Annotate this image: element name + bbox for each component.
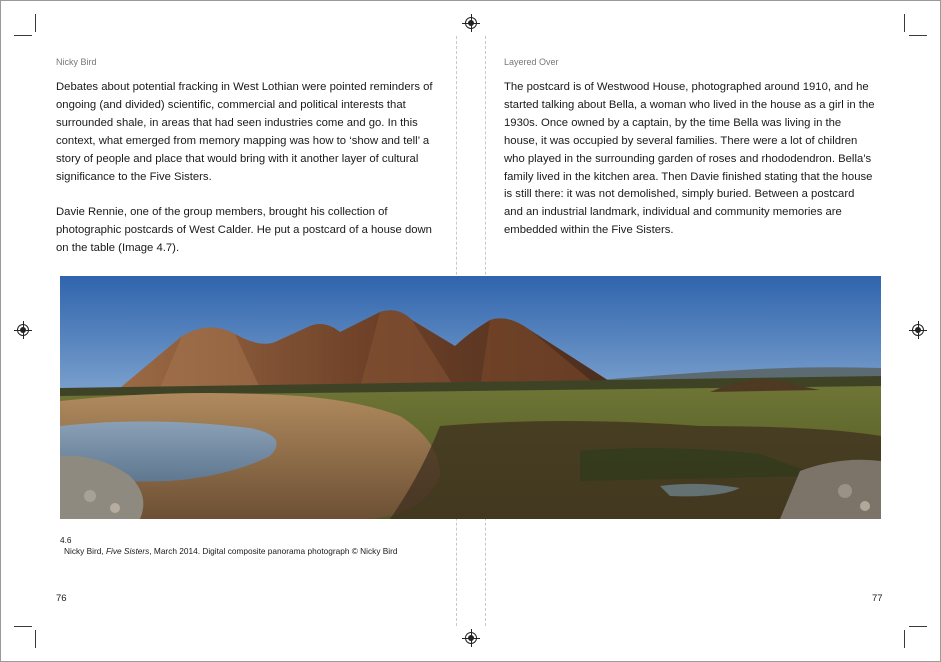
registration-mark-icon	[912, 324, 924, 336]
figure-caption	[60, 535, 398, 557]
left-body-text	[56, 79, 442, 258]
crop-mark	[14, 35, 32, 36]
left-page-number: 76	[56, 593, 67, 604]
paragraph: Debates about potential fracking in West Lothian were pointed reminders of ongoing (and divided) scientific, commercial and political interests that surrounded shale, in areas that had seen industries come and go. In this context, what emerged from memory mapping was how to ‘show and tell’ a story of people and place that would bring with it another layer of cultural significance to the Five Sisters.	[56, 81, 433, 183]
crop-mark	[14, 626, 32, 627]
right-running-head: Layered Over	[504, 57, 559, 67]
left-running-head: Nicky Bird	[56, 57, 97, 67]
registration-mark-icon	[465, 632, 477, 644]
crop-mark	[909, 626, 927, 627]
paragraph: The postcard is of Westwood House, photographed around 1910, and he started talking about Bella, a woman who lived in the house as a girl in the 1930s. Once owned by a captain, by the time Bella was living in the house, it was occupied by several families. There were a lot of children who played in the surrounding garden of roses and rhododendron. Bella’s family lived in the kitchen area. Then Davie finished stating that the house is still there: it was not demolished, simply buried. Between a postcard and an industrial landmark, individual and community memories are embedded within the Five Sisters.	[504, 81, 875, 237]
crop-mark	[35, 14, 36, 32]
registration-mark-icon	[17, 324, 29, 336]
figure-number: 4.6	[60, 535, 72, 545]
work-title: Five Sisters	[105, 546, 150, 556]
five-sisters-panorama-photo	[60, 276, 881, 519]
right-body-text	[504, 79, 876, 240]
crop-mark	[904, 14, 905, 32]
crop-mark	[904, 630, 905, 648]
figure-credit: Nicky Bird, Five Sisters, March 2014. Digital composite panorama photograph © Nicky Bird	[64, 546, 398, 556]
registration-mark-icon	[465, 17, 477, 29]
crop-mark	[35, 630, 36, 648]
right-page-number: 77	[872, 593, 883, 604]
crop-mark	[909, 35, 927, 36]
paragraph: Davie Rennie, one of the group members, brought his collection of photographic postcards of West Calder. He put a postcard of a house down on the table (Image 4.7).	[56, 206, 432, 255]
